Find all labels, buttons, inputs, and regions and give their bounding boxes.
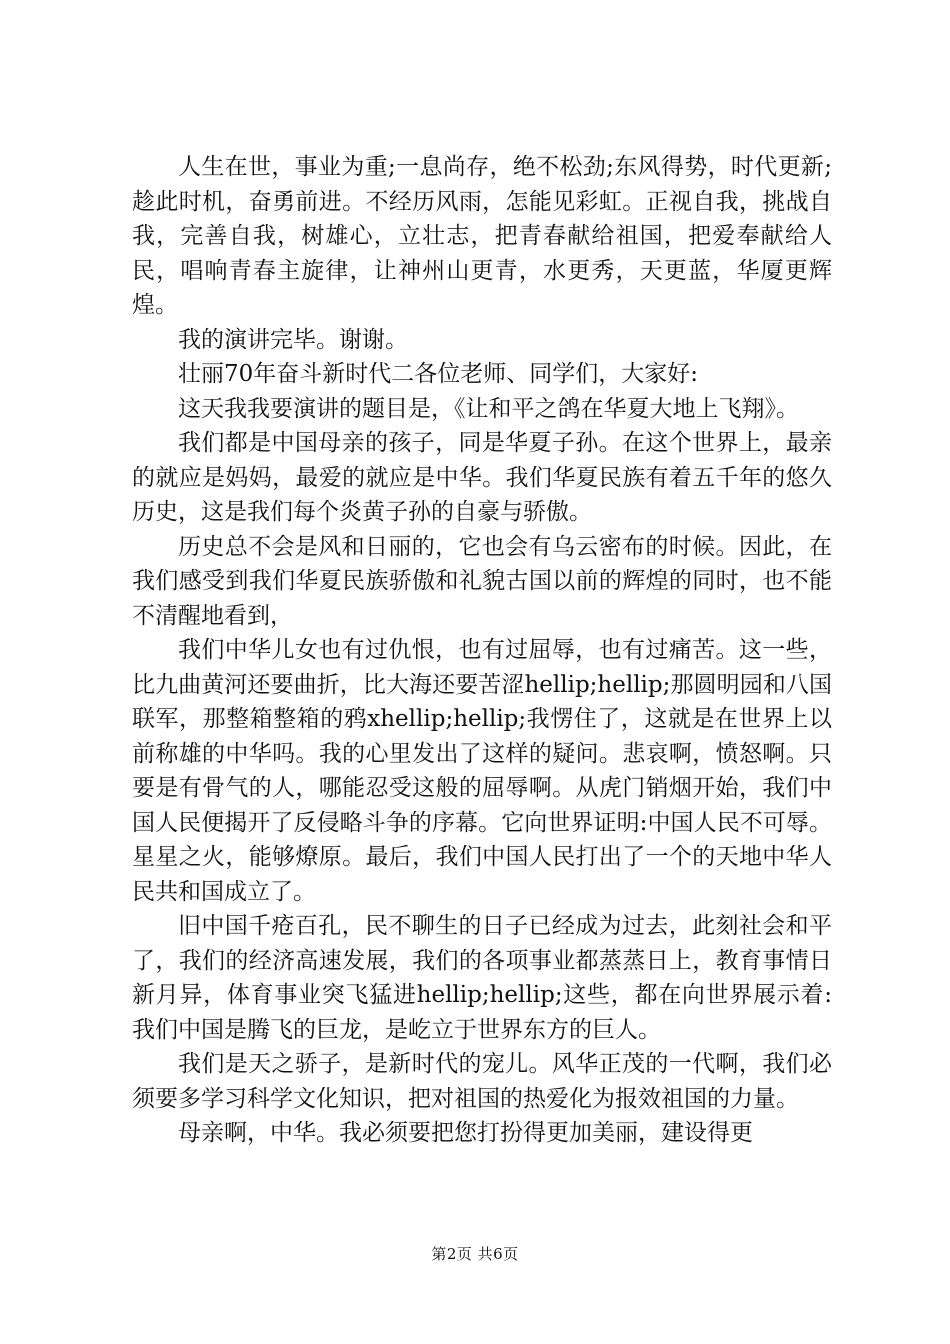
paragraph: 母亲啊，中华。我必须要把您打扮得更加美丽，建设得更	[178, 1120, 753, 1146]
paragraph: 我的演讲完毕。谢谢。	[178, 326, 408, 353]
paragraph: 我们都是中国母亲的孩子，同是华夏子孙。在这个世界上，最亲的就应是妈妈，最爱的就应是中华。我们华夏民族有着五千年的悠久历史，这是我们每个炎黄子孙的自豪与骄傲。	[132, 430, 832, 525]
paragraph: 我们中华儿女也有过仇恨，也有过屈辱，也有过痛苦。这一些，比九曲黄河还要曲折，比大海还要苦涩hellip;hellip;那圆明园和八国联军，那整箱整箱的鸦xhellip;hellip;我愣住了，这就是在世界上以前称雄的中华吗。我的心里发出了这样的疑问。悲哀啊，愤怒啊。只要是有骨气的人，哪能忍受这般的屈辱啊。从虎门销烟开始，我们中国人民便揭开了反侵略斗争的序幕。它向世界证明:中国人民不可辱。星星之火，能够燎原。最后，我们中国人民打出了一个的天地中华人民共和国成立了。	[132, 637, 832, 905]
page-footer: 第2页 共6页	[431, 1245, 519, 1263]
paragraph: 我们是天之骄子，是新时代的宠儿。风华正茂的一代啊，我们必须要多学习科学文化知识，把对祖国的热爱化为报效祖国的力量。	[132, 1051, 832, 1112]
paragraph: 这天我我要演讲的题目是，《让和平之鸽在华夏大地上飞翔》。	[178, 395, 799, 422]
paragraph: 壮丽70年奋斗新时代二各位老师、同学们，大家好:	[178, 361, 699, 387]
paragraph: 旧中国千疮百孔，民不聊生的日子已经成为过去，此刻社会和平了，我们的经济高速发展，我们的各项事业都蒸蒸日上，教育事情日新月异，体育事业突飞猛进hellip;hellip;这些，都在向世界展示着:我们中国是腾飞的巨龙，是屹立于世界东方的巨人。	[132, 913, 832, 1043]
paragraph: 人生在世，事业为重;一息尚存，绝不松劲;东风得势，时代更新;趁此时机，奋勇前进。不经历风雨，怎能见彩虹。正视自我，挑战自我，完善自我，树雄心，立壮志，把青春献给祖国，把爱奉献给人民，唱响青春主旋律，让神州山更青，水更秀，天更蓝，华厦更辉煌。	[132, 154, 832, 318]
paragraph: 历史总不会是风和日丽的，它也会有乌云密布的时候。因此，在我们感受到我们华夏民族骄傲和礼貌古国以前的辉煌的同时，也不能不清醒地看到，	[132, 533, 832, 629]
document-body	[132, 150, 832, 1151]
